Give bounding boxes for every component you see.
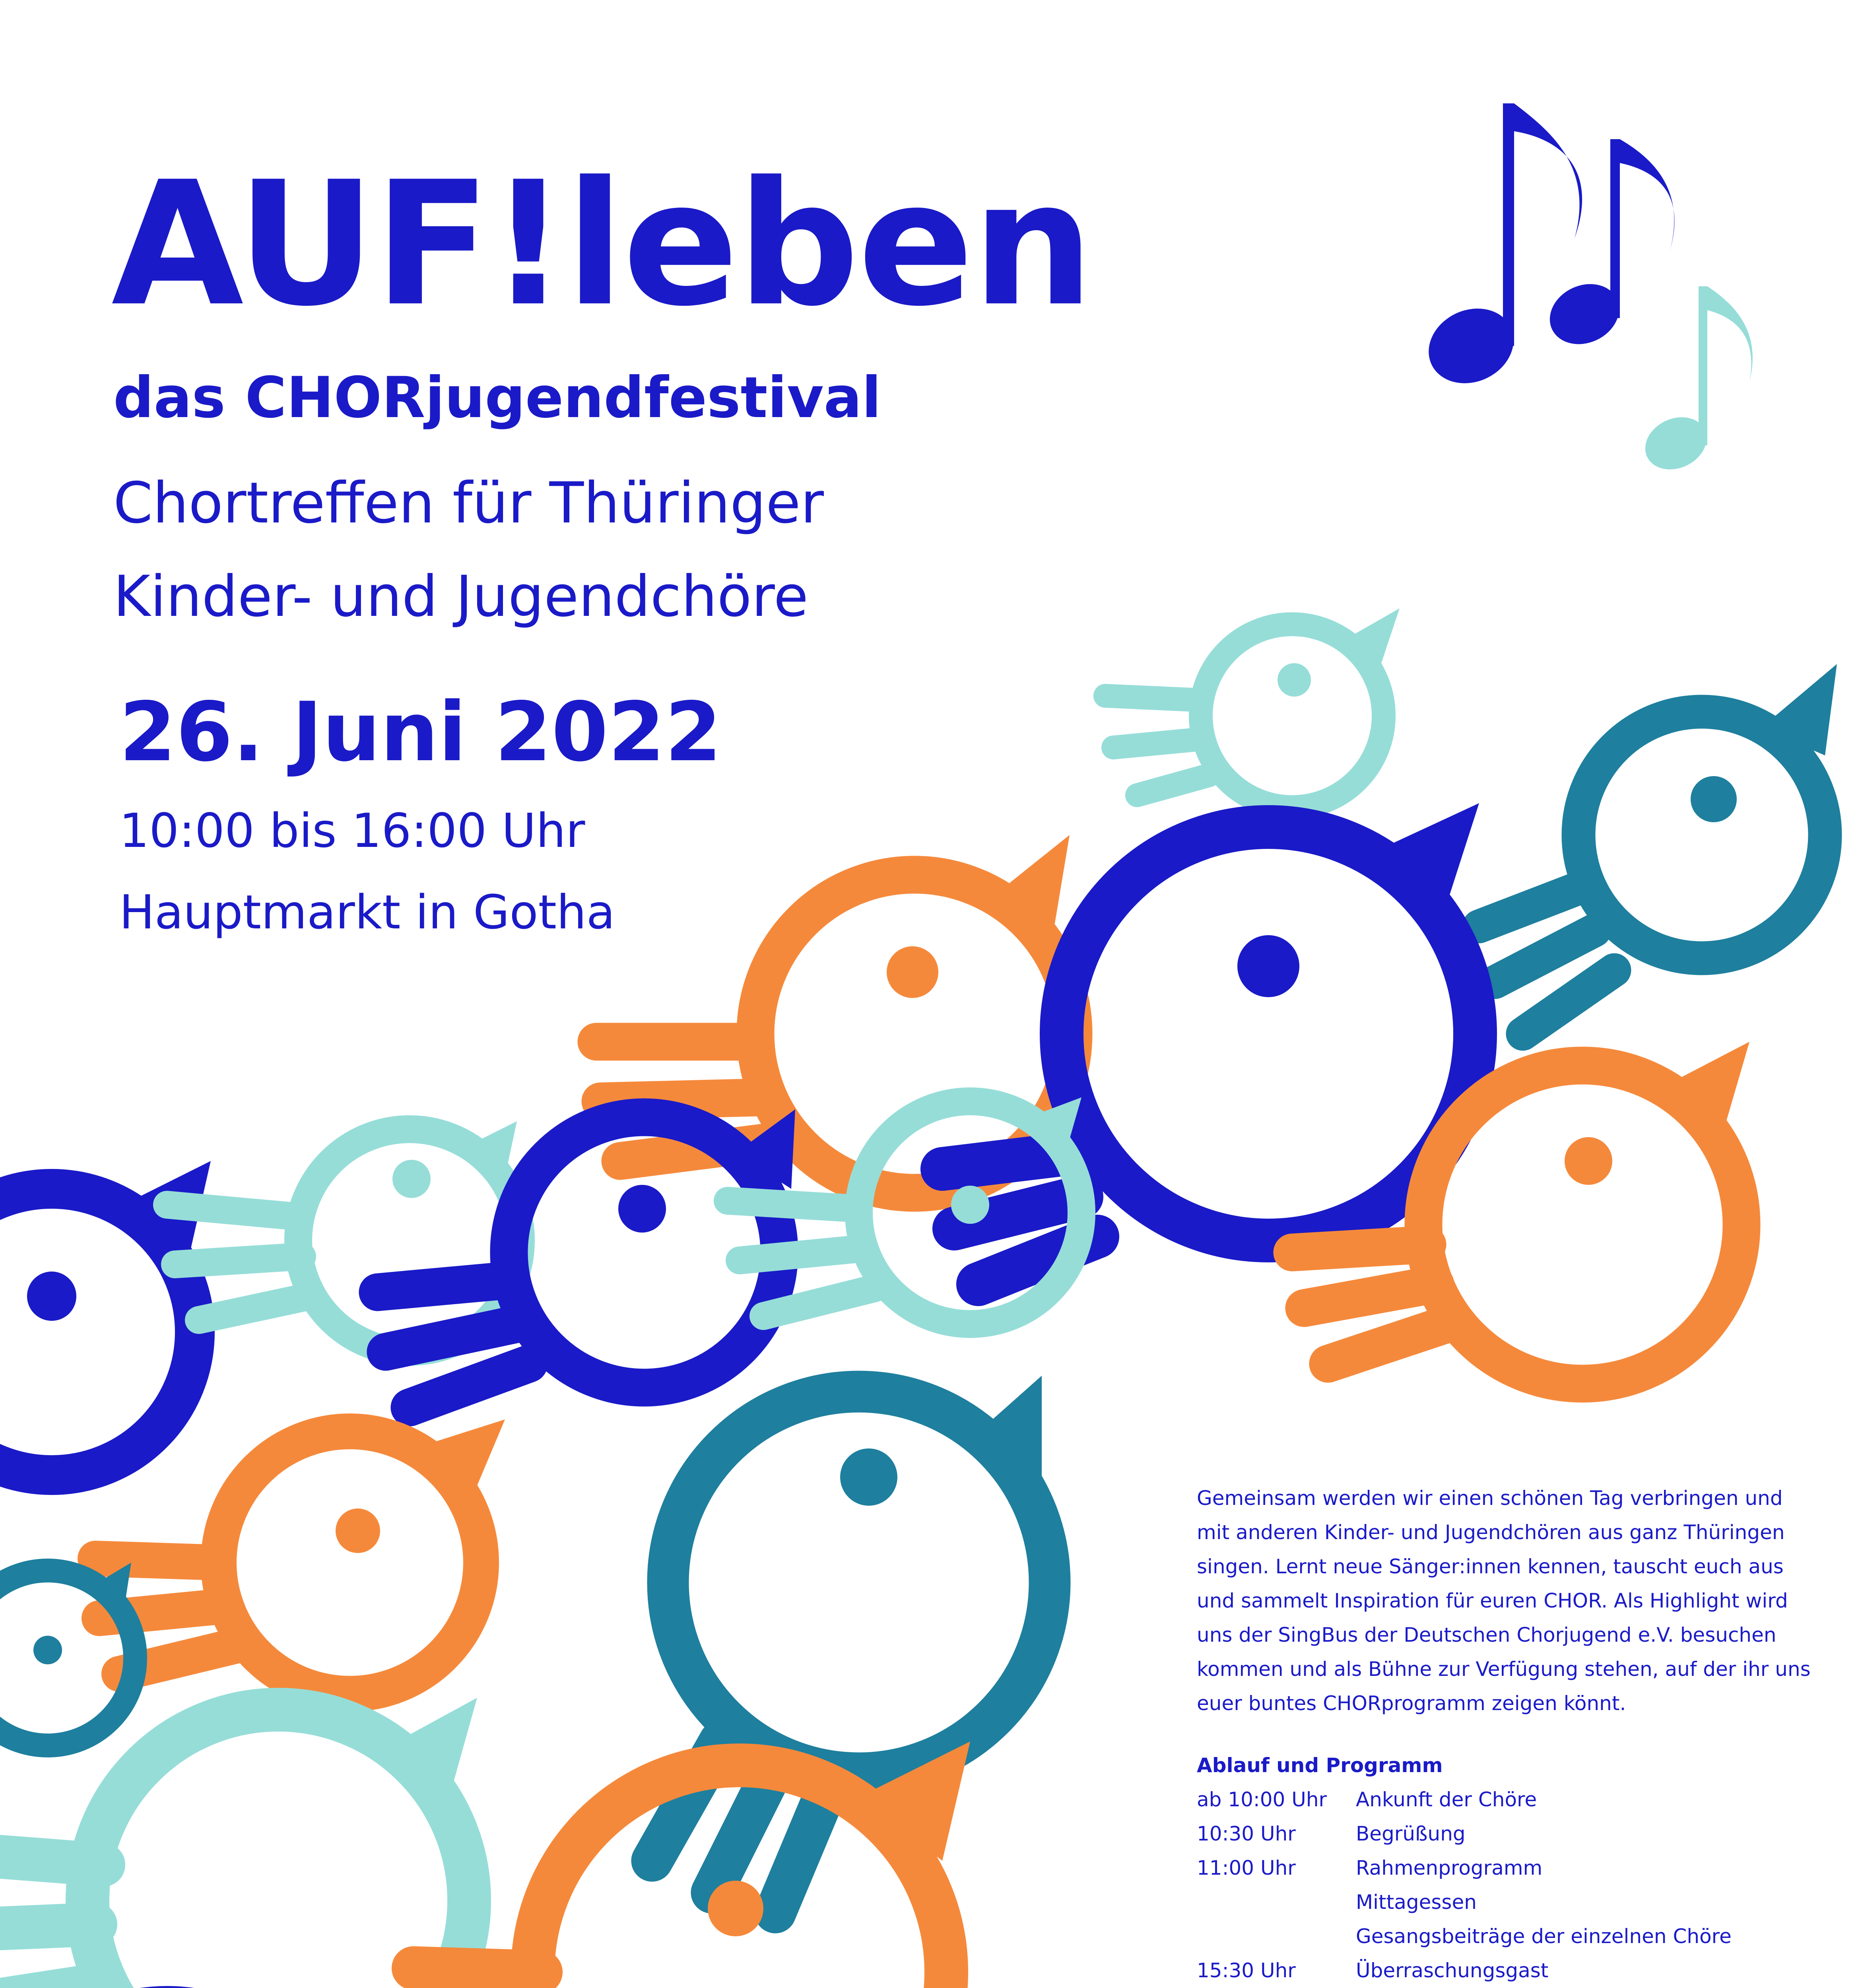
event-date: 26. Juni 2022	[119, 685, 722, 780]
program-time	[1197, 1885, 1356, 1919]
program-activity: Gesangsbeiträge der einzelnen Chöre	[1356, 1925, 1732, 1948]
music-note-icon	[1540, 139, 1674, 355]
program-activity: Begrüßung	[1356, 1822, 1466, 1845]
program-time: 11:00 Uhr	[1197, 1856, 1296, 1879]
music-note-icon	[1416, 103, 1582, 397]
program-row	[1197, 1817, 1817, 1851]
program-row	[1197, 1851, 1817, 1885]
program-time: ab 10:00 Uhr	[1197, 1788, 1327, 1811]
music-note-icon	[1637, 286, 1753, 479]
program-row	[1197, 1919, 1817, 1953]
program-heading: Ablauf und Programm	[1197, 1754, 1443, 1777]
program-table	[1197, 1782, 1817, 1988]
program-row	[1197, 1953, 1817, 1988]
festival-subtitle: das CHORjugendfestival	[113, 365, 881, 431]
tagline-line-1: Chortreffen für Thüringer	[113, 470, 824, 536]
program-activity: Überraschungsgast	[1356, 1959, 1549, 1982]
tagline-line-2: Kinder- und Jugendchöre	[113, 564, 809, 629]
program-time: 10:30 Uhr	[1197, 1822, 1296, 1845]
program-activity: Rahmenprogramm	[1356, 1856, 1543, 1879]
info-column	[1197, 1481, 1817, 1988]
event-time: 10:00 bis 16:00 Uhr	[119, 803, 585, 858]
program-activity: Mittagessen	[1356, 1891, 1477, 1914]
program-time	[1197, 1919, 1356, 1953]
program-row	[1197, 1782, 1817, 1817]
intro-text: Gemeinsam werden wir einen schönen Tag verbringen und mit anderen Kinder- und Jugendchören aus ganz Thüringen singen. Lernt neue Sänger:innen kennen, tauscht euch aus und sammelt Inspiration für euren CHOR. Als Highlight wird uns der SingBus der Deutschen Chorjugend e.V. besuchen kommen und als Bühne zur Verfügung stehen, auf der ihr uns euer buntes CHORprogramm zeigen könnt.	[1197, 1487, 1811, 1715]
event-venue: Hauptmarkt in Gotha	[119, 885, 615, 940]
program-row	[1197, 1885, 1817, 1919]
festival-title: AUF!leben	[111, 145, 1093, 344]
program-time: 15:30 Uhr	[1197, 1959, 1296, 1982]
program-activity: Ankunft der Chöre	[1356, 1788, 1537, 1811]
